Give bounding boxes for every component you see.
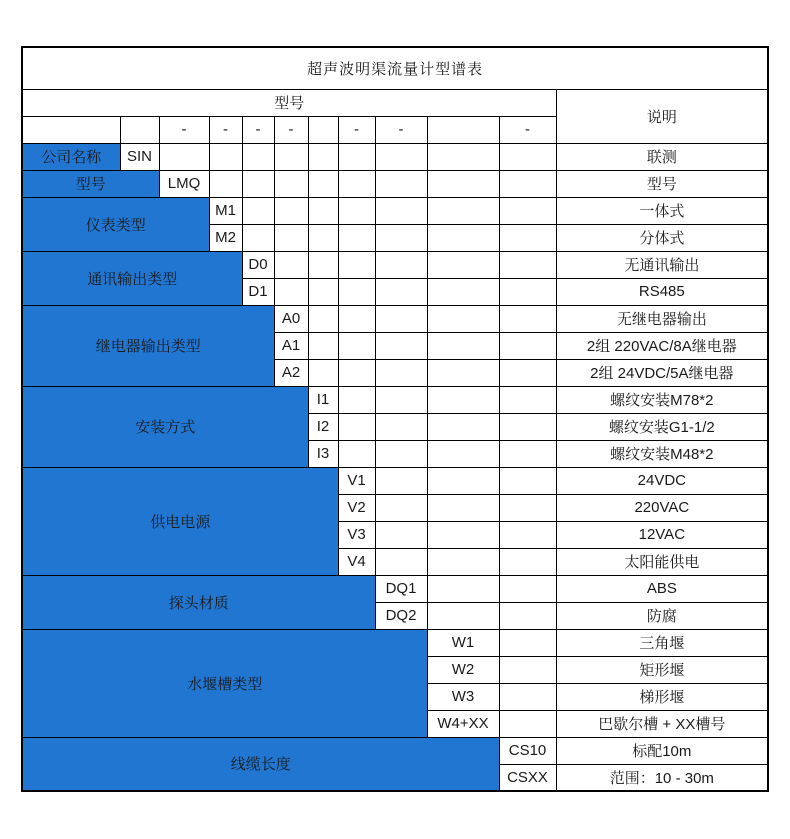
dash-cell: - <box>209 116 242 143</box>
code-cell: V1 <box>338 467 375 494</box>
empty-cell <box>499 224 556 251</box>
desc-cell: 220VAC <box>556 494 768 521</box>
code-cell: A2 <box>274 359 308 386</box>
empty-cell <box>499 170 556 197</box>
empty-cell <box>209 143 242 170</box>
category-probe-material: 探头材质 <box>22 575 375 629</box>
code-cell: M1 <box>209 197 242 224</box>
desc-cell: 12VAC <box>556 521 768 548</box>
table-row <box>22 305 768 332</box>
code-cell: W3 <box>427 683 499 710</box>
table-row <box>22 170 768 197</box>
desc-cell: 一体式 <box>556 197 768 224</box>
category-model: 型号 <box>22 170 159 197</box>
empty-cell <box>375 305 427 332</box>
empty-cell <box>209 170 242 197</box>
header-model: 型号 <box>22 89 556 116</box>
desc-cell: ABS <box>556 575 768 602</box>
desc-cell: 24VDC <box>556 467 768 494</box>
empty-cell <box>338 413 375 440</box>
empty-cell <box>499 278 556 305</box>
empty-cell <box>375 413 427 440</box>
empty-cell <box>274 170 308 197</box>
empty-cell <box>274 251 308 278</box>
empty-cell <box>308 224 338 251</box>
code-cell: LMQ <box>159 170 209 197</box>
desc-cell: 螺纹安装G1-1/2 <box>556 413 768 440</box>
code-cell: V4 <box>338 548 375 575</box>
code-cell: W2 <box>427 656 499 683</box>
desc-cell: 范围：10 - 30m <box>556 764 768 791</box>
code-cell: A0 <box>274 305 308 332</box>
empty-cell <box>427 521 499 548</box>
empty-cell <box>308 278 338 305</box>
empty-cell <box>499 602 556 629</box>
dash-cell: - <box>242 116 274 143</box>
empty-cell <box>427 116 499 143</box>
empty-cell <box>22 116 120 143</box>
table-row <box>22 737 768 764</box>
empty-cell <box>242 170 274 197</box>
empty-cell <box>375 548 427 575</box>
desc-cell: 螺纹安装M48*2 <box>556 440 768 467</box>
empty-cell <box>499 305 556 332</box>
table-row <box>22 197 768 224</box>
empty-cell <box>499 251 556 278</box>
model-spec-table <box>21 46 769 792</box>
empty-cell <box>274 278 308 305</box>
empty-cell <box>159 143 209 170</box>
code-cell: M2 <box>209 224 242 251</box>
desc-cell: 无通讯输出 <box>556 251 768 278</box>
category-relay-output-type: 继电器输出类型 <box>22 305 274 386</box>
code-cell: W1 <box>427 629 499 656</box>
desc-cell: 2组 220VAC/8A继电器 <box>556 332 768 359</box>
empty-cell <box>375 170 427 197</box>
empty-cell <box>308 143 338 170</box>
category-power-supply: 供电电源 <box>22 467 338 575</box>
code-cell: V3 <box>338 521 375 548</box>
empty-cell <box>242 224 274 251</box>
code-cell: DQ1 <box>375 575 427 602</box>
empty-cell <box>338 251 375 278</box>
empty-cell <box>375 224 427 251</box>
category-cable-length: 线缆长度 <box>22 737 499 791</box>
empty-cell <box>338 143 375 170</box>
empty-cell <box>427 278 499 305</box>
category-comm-output-type: 通讯输出类型 <box>22 251 242 305</box>
empty-cell <box>308 170 338 197</box>
empty-cell <box>338 440 375 467</box>
desc-cell: 梯形堰 <box>556 683 768 710</box>
code-cell: I2 <box>308 413 338 440</box>
desc-cell: 标配10m <box>556 737 768 764</box>
table-row <box>22 575 768 602</box>
category-install-method: 安装方式 <box>22 386 308 467</box>
empty-cell <box>338 305 375 332</box>
empty-cell <box>499 521 556 548</box>
dash-cell: - <box>499 116 556 143</box>
empty-cell <box>308 332 338 359</box>
dash-cell: - <box>375 116 427 143</box>
empty-cell <box>274 197 308 224</box>
code-cell: D0 <box>242 251 274 278</box>
empty-cell <box>499 575 556 602</box>
empty-cell <box>120 116 159 143</box>
empty-cell <box>499 629 556 656</box>
empty-cell <box>274 143 308 170</box>
code-cell: V2 <box>338 494 375 521</box>
desc-cell: 联测 <box>556 143 768 170</box>
table-row <box>22 467 768 494</box>
empty-cell <box>499 467 556 494</box>
empty-cell <box>427 143 499 170</box>
table-title: 超声波明渠流量计型谱表 <box>22 47 768 89</box>
empty-cell <box>308 359 338 386</box>
empty-cell <box>427 251 499 278</box>
empty-cell <box>375 386 427 413</box>
desc-cell: 无继电器输出 <box>556 305 768 332</box>
empty-cell <box>338 359 375 386</box>
empty-cell <box>427 170 499 197</box>
empty-cell <box>375 440 427 467</box>
empty-cell <box>499 143 556 170</box>
desc-cell: 巴歇尔槽 + XX槽号 <box>556 710 768 737</box>
header-description: 说明 <box>556 89 768 143</box>
empty-cell <box>499 710 556 737</box>
category-company-name: 公司名称 <box>22 143 120 170</box>
table-row <box>22 629 768 656</box>
empty-cell <box>338 386 375 413</box>
empty-cell <box>427 602 499 629</box>
empty-cell <box>375 278 427 305</box>
empty-cell <box>308 251 338 278</box>
code-cell: A1 <box>274 332 308 359</box>
empty-cell <box>375 521 427 548</box>
code-cell: DQ2 <box>375 602 427 629</box>
empty-cell <box>308 305 338 332</box>
spec-table-container <box>21 46 769 792</box>
empty-cell <box>427 413 499 440</box>
empty-cell <box>242 143 274 170</box>
empty-cell <box>308 197 338 224</box>
empty-cell <box>427 386 499 413</box>
code-cell: SIN <box>120 143 159 170</box>
code-cell: W4+XX <box>427 710 499 737</box>
empty-cell <box>375 332 427 359</box>
empty-cell <box>499 386 556 413</box>
empty-cell <box>274 224 308 251</box>
empty-cell <box>427 305 499 332</box>
desc-cell: 分体式 <box>556 224 768 251</box>
empty-cell <box>499 548 556 575</box>
dash-cell: - <box>159 116 209 143</box>
code-cell: CSXX <box>499 764 556 791</box>
desc-cell: 太阳能供电 <box>556 548 768 575</box>
code-cell: D1 <box>242 278 274 305</box>
empty-cell <box>308 116 338 143</box>
desc-cell: 矩形堰 <box>556 656 768 683</box>
empty-cell <box>499 683 556 710</box>
empty-cell <box>427 197 499 224</box>
empty-cell <box>427 224 499 251</box>
empty-cell <box>375 197 427 224</box>
empty-cell <box>338 278 375 305</box>
code-cell: I3 <box>308 440 338 467</box>
empty-cell <box>375 359 427 386</box>
table-row <box>22 386 768 413</box>
empty-cell <box>427 359 499 386</box>
desc-cell: 三角堰 <box>556 629 768 656</box>
empty-cell <box>427 332 499 359</box>
empty-cell <box>499 440 556 467</box>
dash-cell: - <box>274 116 308 143</box>
desc-cell: 螺纹安装M78*2 <box>556 386 768 413</box>
empty-cell <box>375 143 427 170</box>
table-row <box>22 251 768 278</box>
table-row <box>22 143 768 170</box>
desc-cell: RS485 <box>556 278 768 305</box>
category-meter-type: 仪表类型 <box>22 197 209 251</box>
empty-cell <box>375 251 427 278</box>
empty-cell <box>338 170 375 197</box>
empty-cell <box>338 197 375 224</box>
empty-cell <box>499 494 556 521</box>
empty-cell <box>427 548 499 575</box>
empty-cell <box>375 467 427 494</box>
empty-cell <box>427 440 499 467</box>
empty-cell <box>375 494 427 521</box>
empty-cell <box>499 413 556 440</box>
empty-cell <box>427 467 499 494</box>
empty-cell <box>242 197 274 224</box>
table-row <box>22 47 768 89</box>
table-row <box>22 89 768 116</box>
desc-cell: 型号 <box>556 170 768 197</box>
empty-cell <box>499 656 556 683</box>
code-cell: I1 <box>308 386 338 413</box>
desc-cell: 2组 24VDC/5A继电器 <box>556 359 768 386</box>
empty-cell <box>499 197 556 224</box>
empty-cell <box>499 332 556 359</box>
category-weir-flume-type: 水堰槽类型 <box>22 629 427 737</box>
empty-cell <box>338 224 375 251</box>
dash-cell: - <box>338 116 375 143</box>
empty-cell <box>427 575 499 602</box>
code-cell: CS10 <box>499 737 556 764</box>
empty-cell <box>499 359 556 386</box>
empty-cell <box>338 332 375 359</box>
empty-cell <box>427 494 499 521</box>
desc-cell: 防腐 <box>556 602 768 629</box>
